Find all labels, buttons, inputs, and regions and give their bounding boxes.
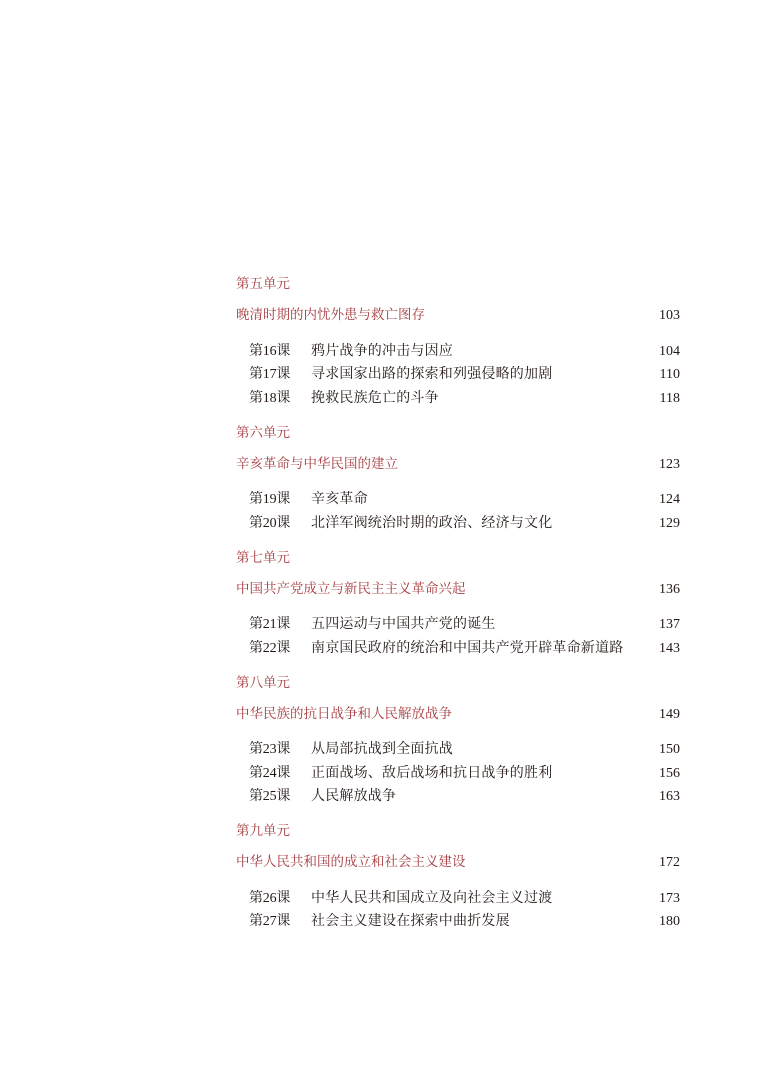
- lesson-page-number: 163: [659, 789, 680, 804]
- lesson-page-number: 173: [659, 890, 680, 906]
- lesson-title: 人民解放战争: [311, 789, 397, 804]
- unit-title-row[interactable]: [236, 303, 680, 325]
- lesson-number: 第20课: [249, 515, 291, 531]
- unit-page-number: 149: [659, 706, 680, 722]
- lesson-item[interactable]: [249, 508, 680, 532]
- lesson-page-number: 143: [659, 640, 680, 656]
- unit-label: 第五单元: [236, 276, 290, 292]
- unit-page-number: 103: [659, 308, 680, 323]
- lesson-page-number: 150: [659, 742, 680, 757]
- lesson-page-number: 124: [659, 492, 680, 507]
- lesson-number: 第22课: [249, 640, 291, 656]
- unit-page-number: 136: [659, 581, 680, 597]
- lesson-item[interactable]: [249, 907, 680, 931]
- lesson-number: 第26课: [249, 890, 291, 906]
- lesson-page-number: 110: [659, 367, 680, 382]
- lesson-list: [236, 610, 680, 657]
- unit-8: [236, 673, 680, 806]
- lesson-item[interactable]: [249, 633, 680, 657]
- lesson-list: [236, 735, 680, 806]
- unit-7: [236, 548, 680, 657]
- lesson-list: [236, 485, 680, 532]
- lesson-title: 社会主义建设在探索中曲折发展: [311, 914, 510, 929]
- unit-label: 第六单元: [236, 424, 290, 441]
- unit-label: 第七单元: [236, 549, 290, 566]
- lesson-title: 正面战场、敌后战场和抗日战争的胜利: [311, 765, 553, 781]
- unit-6: [236, 423, 680, 532]
- lesson-title: 北洋军阀统治时期的政治、经济与文化: [311, 515, 553, 531]
- lesson-item[interactable]: [249, 883, 680, 907]
- lesson-item[interactable]: [249, 383, 680, 407]
- lesson-page-number: 137: [659, 617, 680, 632]
- lesson-title: 五四运动与中国共产党的诞生: [311, 617, 496, 632]
- lesson-title: 辛亥革命: [311, 492, 368, 507]
- lesson-title: 中华人民共和国成立及向社会主义过渡: [311, 890, 553, 906]
- lesson-item[interactable]: [249, 758, 680, 782]
- table-of-contents: [236, 274, 680, 946]
- lesson-number: 第17课: [249, 367, 291, 382]
- lesson-item[interactable]: [249, 735, 680, 759]
- lesson-number: 第19课: [249, 492, 291, 507]
- lesson-page-number: 129: [659, 515, 680, 531]
- lesson-number: 第24课: [249, 765, 291, 781]
- unit-title-row[interactable]: [236, 452, 680, 474]
- lesson-page-number: 156: [659, 765, 680, 781]
- lesson-number: 第23课: [249, 742, 291, 757]
- lesson-page-number: 180: [659, 914, 680, 929]
- unit-label: 第九单元: [236, 823, 290, 839]
- unit-page-number: 172: [659, 855, 680, 870]
- lesson-list: [236, 883, 680, 930]
- lesson-item[interactable]: [249, 782, 680, 806]
- lesson-number: 第27课: [249, 914, 291, 929]
- unit-title: 辛亥革命与中华民国的建立: [236, 455, 398, 472]
- lesson-title: 鸦片战争的冲击与因应: [311, 343, 453, 359]
- unit-label: 第八单元: [236, 674, 290, 691]
- lesson-title: 寻求国家出路的探索和列强侵略的加剧: [311, 367, 553, 382]
- unit-title: 中国共产党成立与新民主主义革命兴起: [236, 580, 466, 597]
- lesson-title: 南京国民政府的统治和中国共产党开辟革命新道路: [311, 640, 624, 656]
- unit-5: [236, 274, 680, 407]
- unit-title: 中华人民共和国的成立和社会主义建设: [236, 854, 466, 870]
- unit-title-row[interactable]: [236, 577, 680, 599]
- unit-title: 晚清时期的内忧外患与救亡图存: [236, 307, 425, 323]
- lesson-item[interactable]: [249, 610, 680, 634]
- lesson-item[interactable]: [249, 485, 680, 509]
- lesson-number: 第18课: [249, 390, 291, 406]
- unit-title: 中华民族的抗日战争和人民解放战争: [236, 705, 452, 722]
- unit-title-row[interactable]: [236, 702, 680, 724]
- lesson-list: [236, 336, 680, 407]
- unit-title-row[interactable]: [236, 850, 680, 872]
- lesson-item[interactable]: [249, 336, 680, 360]
- lesson-number: 第21课: [249, 617, 291, 632]
- unit-9: [236, 821, 680, 930]
- lesson-item[interactable]: [249, 360, 680, 384]
- unit-page-number: 123: [659, 456, 680, 472]
- lesson-page-number: 118: [659, 390, 680, 406]
- lesson-number: 第16课: [249, 343, 291, 359]
- lesson-page-number: 104: [659, 343, 680, 359]
- lesson-title: 挽救民族危亡的斗争: [311, 390, 439, 406]
- lesson-number: 第25课: [249, 789, 291, 804]
- lesson-title: 从局部抗战到全面抗战: [311, 742, 453, 757]
